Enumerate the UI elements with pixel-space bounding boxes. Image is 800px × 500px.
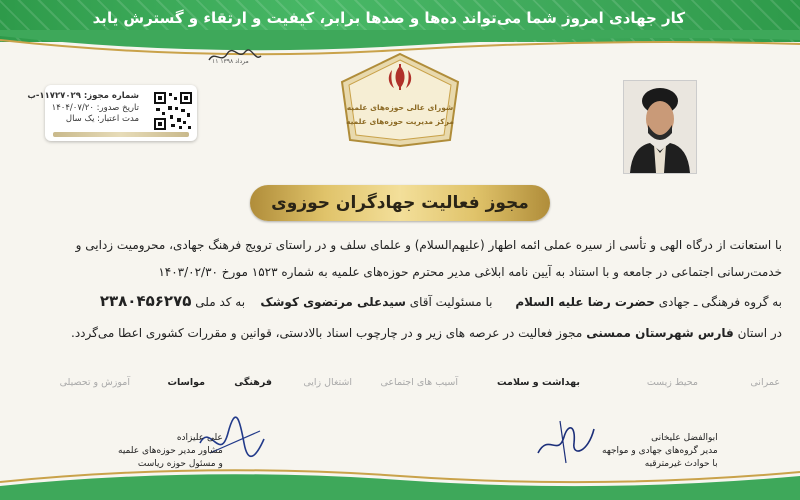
area-item: آموزش و تحصیلی (59, 377, 130, 388)
body-line-3-middle: با مسئولیت آقای (409, 295, 493, 309)
card-stripe (53, 132, 189, 137)
body-line-4 (18, 326, 782, 340)
right-signer-name: ابوالفضل علیخانی (651, 433, 718, 443)
area-item: محیط زیست (646, 377, 698, 388)
area-item: آسیب های اجتماعی (380, 377, 458, 388)
right-signer-role-2: با حوادث غیرمترقبه (644, 459, 718, 469)
body-line-3 (18, 292, 782, 310)
emblem-line-2: مرکز مدیریت حوزه‌های علمیه (346, 117, 454, 126)
seminary-emblem (338, 52, 462, 148)
top-signature-date: ۱۱ مرداد ۱۳۹۸ (212, 58, 249, 65)
activity-areas (40, 377, 780, 391)
national-code: ۲۳۸۰۴۵۶۲۷۵ (99, 292, 192, 310)
left-signer-role-1: مشاور مدیر حوزه‌های علمیه (118, 446, 223, 456)
footer-wave (0, 462, 800, 500)
qr-code-icon[interactable] (153, 91, 193, 131)
license-number: شماره مجوز: ۱۱۷۲۷۰۲۹-ب (27, 91, 139, 101)
body-line-3-prefix: به گروه فرهنگی ـ جهادی (658, 295, 782, 309)
license-info-card (27, 85, 197, 141)
left-signer-role-2: و مسئول حوزه ریاست (137, 459, 223, 469)
area-item: فرهنگی (234, 377, 272, 388)
validity-period: مدت اعتبار: یک سال (65, 114, 139, 124)
person-name: سیدعلی مرتضوی کوشک (260, 295, 406, 309)
area-item: مواسات (167, 377, 205, 388)
person-portrait-icon (624, 81, 696, 173)
holder-photo (623, 80, 697, 174)
area-item: اشتغال زایی (303, 377, 352, 388)
left-signer-name: علی علیزاده (176, 433, 223, 443)
right-signature-icon (530, 413, 610, 468)
body-line-1: با استعانت از درگاه الهی و تأسی از سیره عملی ائمه اطهار (علیهم‌السلام) و علمای سلف و در راستای ترویج فرهنگ جهادی، محرومیت زدایی و (75, 238, 782, 252)
body-line-4-suffix: مجوز فعالیت در عرصه های زیر و در چارچوب اسناد بالادستی، قوانین و مقررات کشوری اعطا می‌گردد. (71, 326, 583, 340)
location: فارس شهرستان ممسنی (586, 326, 734, 340)
license-info-text (27, 91, 139, 126)
body-line-2: خدمت‌رسانی اجتماعی در جامعه و با استناد به آیین نامه ابلاغی مدیر محترم حوزه‌های علمیه به شماره ۱۵۲۳ مورخ ۱۴۰۳/۰۲/۳۰ (158, 265, 782, 279)
group-name: حضرت رضا علیه السلام (515, 295, 655, 309)
area-item: بهداشت و سلامت (497, 377, 580, 388)
emblem-line-1: شورای عالی حوزه‌های علمیه (346, 103, 454, 112)
area-item: عمرانی (750, 377, 780, 388)
header-slogan: کار جهادی امروز شما می‌تواند ده‌ها و صدها برابر، کیفیت و ارتقاء و گسترش یابد (92, 9, 685, 27)
certificate-title: مجوز فعالیت جهادگران حوزوی (271, 193, 529, 213)
body-line-4-prefix: در استان (737, 326, 782, 340)
right-signer-role-1: مدیر گروه‌های جهادی و مواجهه (602, 446, 718, 456)
body-line-3-suffix: به کد ملی (195, 295, 246, 309)
issue-date: تاریخ صدور: ۱۴۰۴/۰۷/۲۰ (51, 102, 139, 113)
title-ribbon (250, 185, 550, 221)
